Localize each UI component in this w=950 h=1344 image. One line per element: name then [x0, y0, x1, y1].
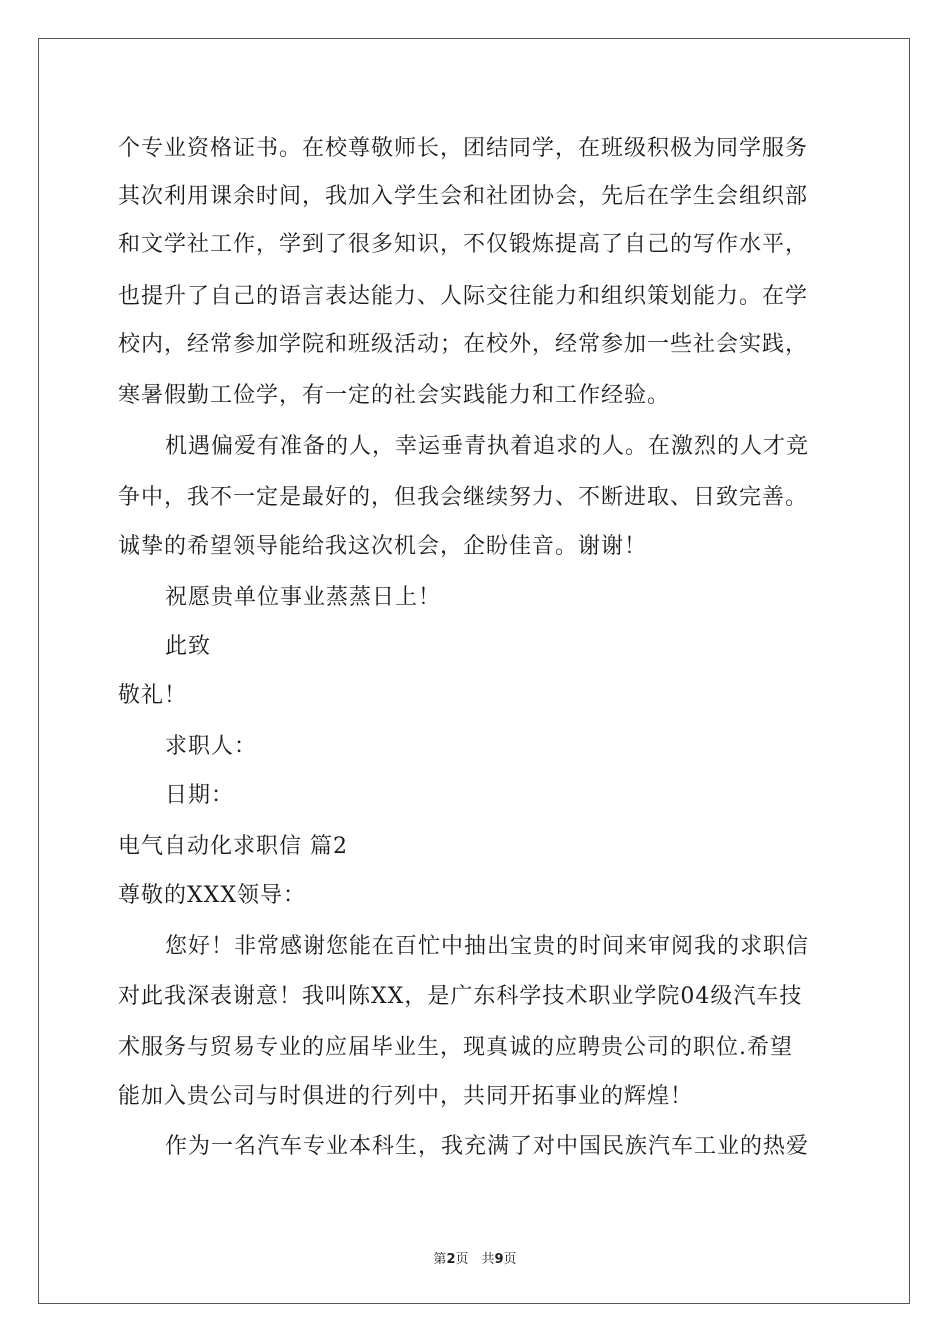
- text-line: 对此我深表谢意！我叫陈XX，是广东科学技术职业学院04级汽车技: [118, 984, 803, 1009]
- text-line: 能加入贵公司与时俱进的行列中，共同开拓事业的辉煌！: [118, 1084, 694, 1109]
- text-line: 作为一名汽车专业本科生，我充满了对中国民族汽车工业的热爱: [165, 1134, 810, 1159]
- page-border: [38, 38, 910, 1304]
- text-line: 求职人：: [165, 734, 258, 759]
- text-line: 其次利用课余时间，我加入学生会和社团协会，先后在学生会组织部: [118, 184, 809, 209]
- section-heading: 电气自动化求职信 篇2: [118, 834, 348, 859]
- page-label-prefix: 第: [433, 1252, 447, 1267]
- text-line: 和文学社工作，学到了很多知识，不仅锻炼提高了自己的写作水平，: [118, 232, 809, 257]
- text-line: 校内，经常参加学院和班级活动；在校外，经常参加一些社会实践，: [118, 332, 809, 357]
- text-line: 寒暑假勤工俭学，有一定的社会实践能力和工作经验。: [118, 383, 671, 408]
- text-line: 此致: [165, 634, 212, 659]
- text-line: 争中，我不一定是最好的，但我会继续努力、不断进取、日致完善。: [118, 485, 809, 510]
- page-footer: [0, 1248, 950, 1267]
- text-line: 祝愿贵单位事业蒸蒸日上！: [165, 585, 442, 610]
- text-line: 您好！非常感谢您能在百忙中抽出宝贵的时间来审阅我的求职信: [165, 934, 810, 959]
- page-total: 9: [494, 1252, 504, 1267]
- page-label-mid: 页 共: [455, 1252, 495, 1267]
- text-line: 也提升了自己的语言表达能力、人际交往能力和组织策划能力。在学: [118, 284, 809, 309]
- text-line: 术服务与贸易专业的应届毕业生，现真诚的应聘贵公司的职位.希望: [118, 1035, 793, 1060]
- text-line: 机遇偏爱有准备的人，幸运垂青执着追求的人。在激烈的人才竞: [165, 434, 810, 459]
- text-line: 日期：: [165, 783, 235, 808]
- salutation: 尊敬的XXX领导：: [118, 883, 306, 908]
- text-line: 敬礼！: [118, 683, 188, 708]
- text-line: 诚挚的希望领导能给我这次机会，企盼佳音。谢谢！: [118, 534, 648, 559]
- text-line: 个专业资格证书。在校尊敬师长，团结同学，在班级积极为同学服务: [118, 136, 809, 161]
- page-label-suffix: 页: [503, 1252, 517, 1267]
- page-current: 2: [446, 1252, 456, 1267]
